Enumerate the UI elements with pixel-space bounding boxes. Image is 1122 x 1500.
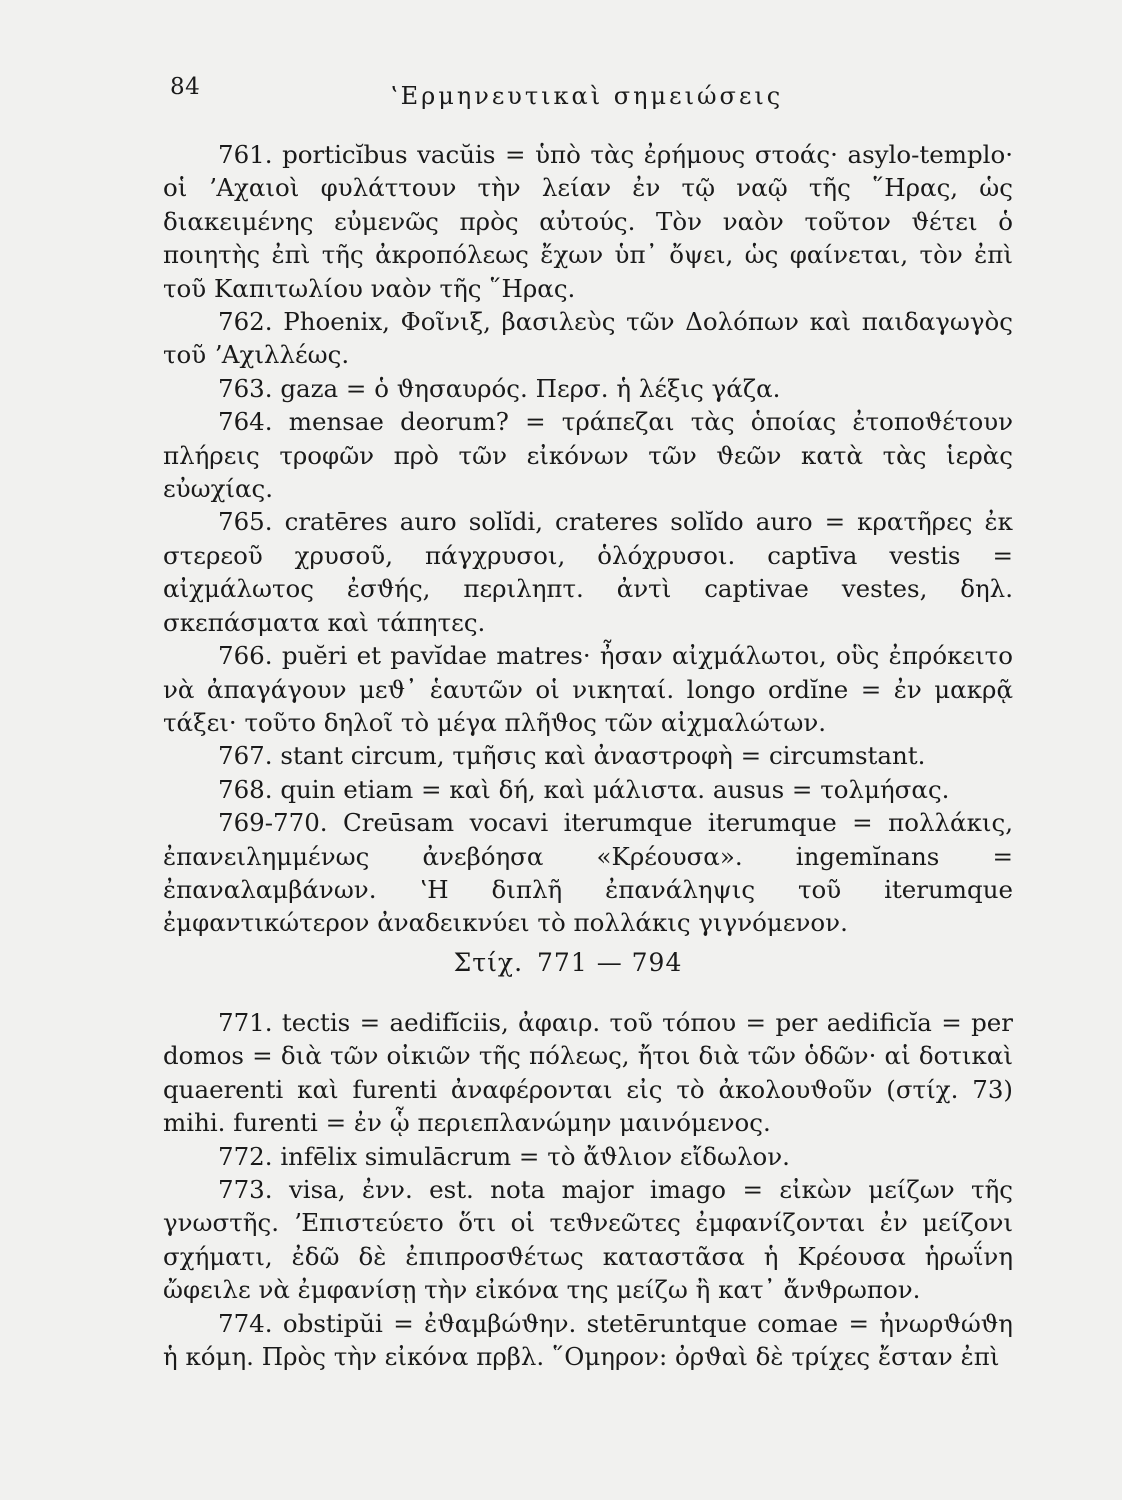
note-766: 766. puĕri et pavĭdae matres· ἦσαν αἰχμάλωτοι, οὓς ἐπρόκειτο νὰ ἀπαγάγουν μεϑ᾽ ἑαυτῶν οἱ νικηταί. longo ordĭne = ἐν μακρᾷ τάξει· τοῦτο δηλοῖ τὸ μέγα πλῆϑος τῶν αἰχμαλώτων. <box>163 641 1013 737</box>
running-title: ʽΕρμηνευτικαὶ σημειώσεις <box>390 82 784 110</box>
note-773: 773. visa, ἐνν. est. nota major imago = εἰκὼν μείζων τῆς γνωστῆς. ʼΕπιστεύετο ὅτι οἱ τεϑνεῶτες ἐμφανίζονται ἐν μείζονι σχήματι, ἐδῶ δὲ ἐπιπροσϑέτως καταστᾶσα ἡ Κρέουσα ἡρωΐνη ὤφειλε νὰ ἐμφανίσῃ τὴν εἰκόνα της μείζω ἢ κατ᾽ ἄνϑρωπον. <box>163 1175 1013 1305</box>
note-772: 772. infēlix simulācrum = τὸ ἄϑλιον εἴδωλον. <box>218 1141 790 1171</box>
note-771: 771. tectis = aedifĭciis, ἀφαιρ. τοῦ τόπου = per aedificĭa = per domos = διὰ τῶν οἰκιῶν τῆς πόλεως, ἤτοι διὰ τῶν ὁδῶν· αἱ δοτικαὶ quaerenti καὶ furenti ἀναφέρονται εἰς τὸ ἀκολουϑοῦν (στίχ. 73) mihi. furenti = ἐν ᾧ περιεπλανώμην μαινόμενος. <box>163 1008 1013 1138</box>
note-769-770: 769-770. Creūsam vocavi iterumque iterumque = πολλάκις, ἐπανειλημμένως ἀνεβόησα «Κρέουσα». ingemĭnans = ἐπαναλαμβάνων. ʽΗ διπλῆ ἐπανάληψις τοῦ iterumque ἐμφαντικώτερον ἀναδεικνύει τὸ πολλάκις γιγνόμενον. <box>163 808 1013 938</box>
note-765: 765. cratēres auro solĭdi, crateres solĭdo auro = κρατῆρες ἐκ στερεοῦ χρυσοῦ, πάγχρυσοι, ὁλόχρυσοι. captīva vestis = αἰχμάλωτος ἐσϑής, περιληπτ. ἀντὶ captivae vestes, δηλ. σκεπάσματα καὶ τάπητες. <box>163 507 1013 637</box>
note-763: 763. gaza = ὁ ϑησαυρός. Περσ. ἡ λέξις γάζα. <box>218 373 781 403</box>
note-768: 768. quin etiam = καὶ δή, καὶ μάλιστα. ausus = τολμήσας. <box>218 774 950 804</box>
section-heading-label: Στίχ. <box>453 948 524 977</box>
section-heading-range: 771 — 794 <box>537 948 683 977</box>
note-762: 762. Phoenix, Φοῖνιξ, βασιλεὺς τῶν Δολόπων καὶ παιδαγωγὸς τοῦ ʼΑχιλλέως. <box>163 307 1013 370</box>
note-761: 761. porticĭbus vacŭis = ὑπὸ τὰς ἐρήμους στοάς· asylo-templo· οἱ ʼΑχαιοὶ φυλάττουν τὴν λείαν ἐν τῷ ναῷ τῆς ῞Ηρας, ὡς διακειμένης εὐμενῶς πρὸς αὐτούς. Τὸν ναὸν τοῦτον ϑέτει ὁ ποιητὴς ἐπὶ τῆς ἀκροπόλεως ἔχων ὑπ᾽ ὄψει, ὡς φαίνεται, τὸν ἐπὶ τοῦ Καπιτωλίου ναὸν τῆς ῞Ηρας. <box>163 140 1013 303</box>
page-number: 84 <box>170 74 201 100</box>
note-774: 774. obstipŭi = ἐϑαμβώϑην. stetēruntque comae = ἠνωρϑώϑη ἡ κόμη. Πρὸς τὴν εἰκόνα πρβλ. ῞Ομηρον: ὀρϑαὶ δὲ τρίχες ἔσταν ἐπὶ <box>163 1308 1013 1372</box>
notes-block-771-774 <box>163 1006 1013 1373</box>
notes-block-761-770 <box>163 138 1013 940</box>
note-764: 764. mensae deorum? = τράπεζαι τὰς ὁποίας ἐτοποϑέτουν πλήρεις τροφῶν πρὸ τῶν εἰκόνων τῶν ϑεῶν κατὰ τὰς ἱερὰς εὐωχίας. <box>163 407 1013 504</box>
note-767: 767. stant circum, τμῆσις καὶ ἀναστροφὴ = circumstant. <box>218 741 926 771</box>
section-heading <box>0 948 1122 977</box>
